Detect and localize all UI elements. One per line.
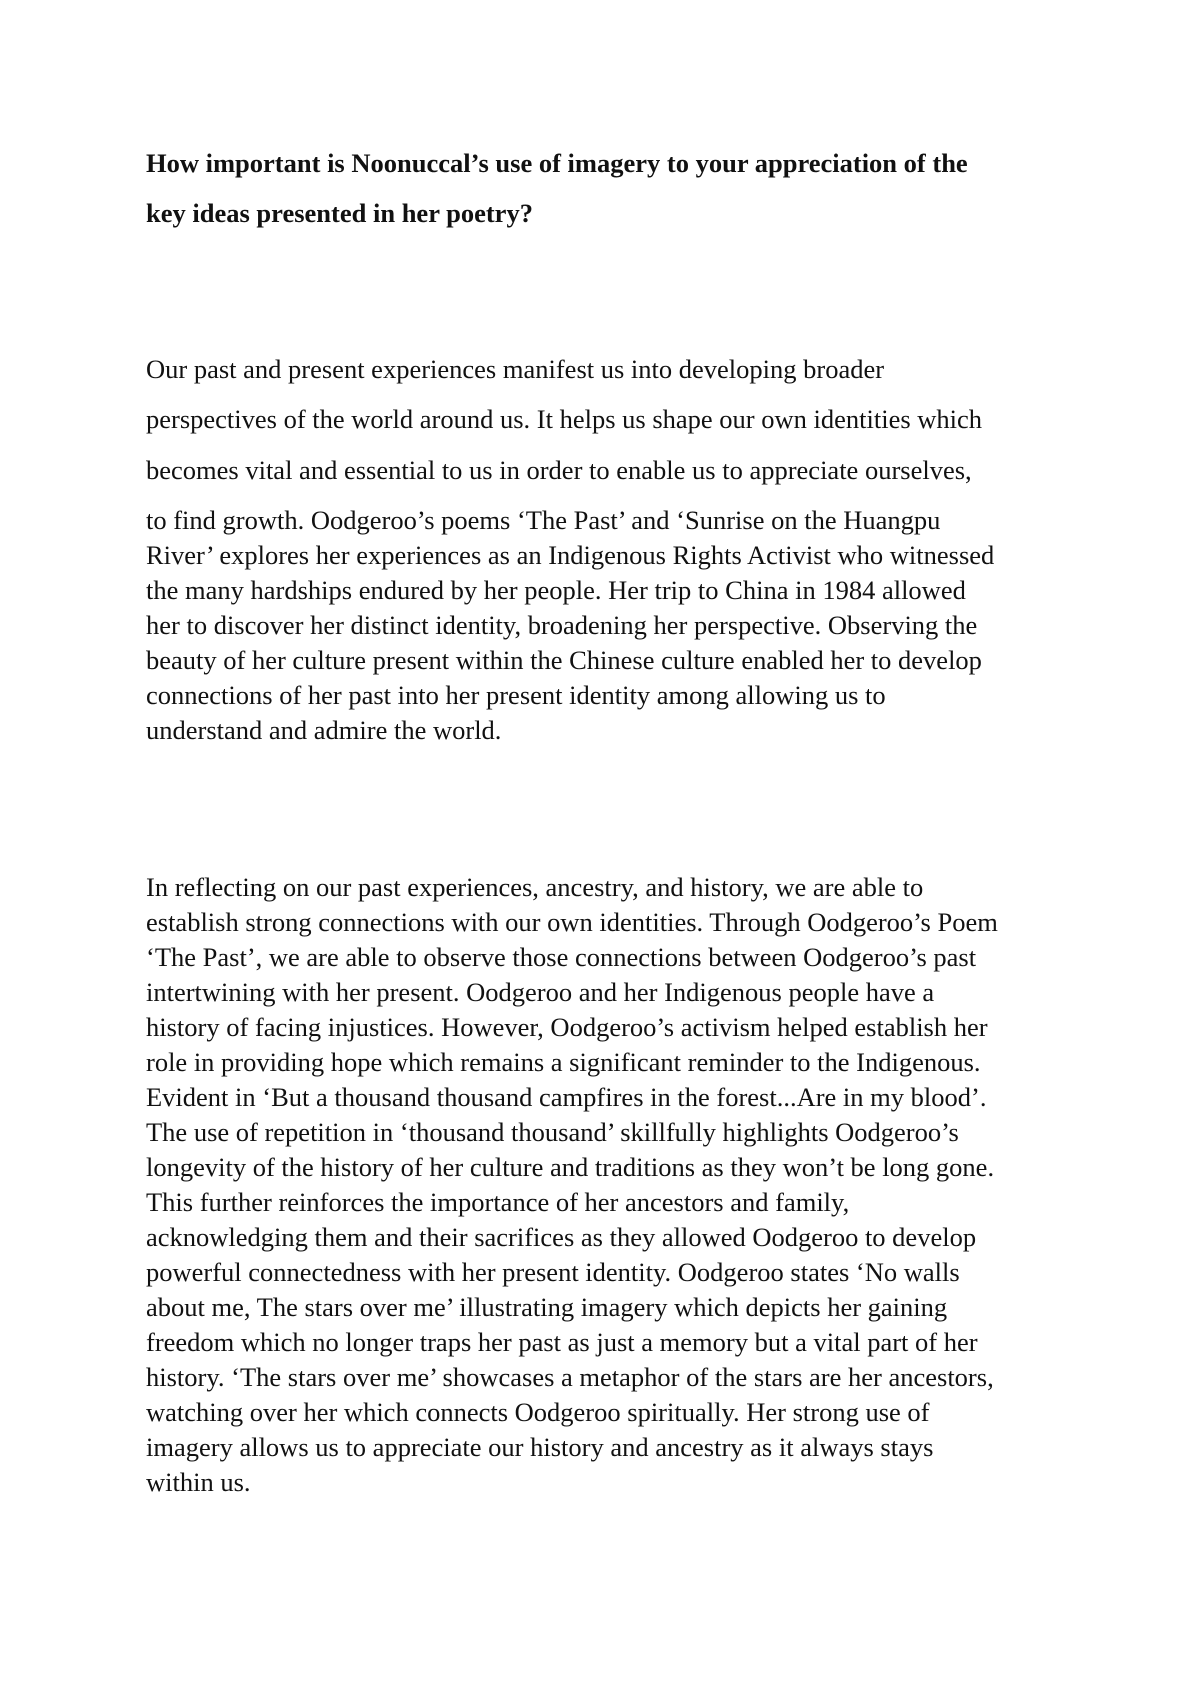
paragraph1-line: becomes vital and essential to us in order to enable us to appreciate ourselves,	[146, 455, 972, 485]
paragraph2-line: about me, The stars over me’ illustrating imagery which depicts her gaining	[146, 1292, 948, 1322]
essay-title-line-1: How important is Noonuccal’s use of imagery to your appreciation of the	[146, 148, 968, 178]
paragraph2-line: acknowledging them and their sacrifices as they allowed Oodgeroo to develop	[146, 1222, 977, 1252]
paragraph2-line: ‘The Past’, we are able to observe those connections between Oodgeroo’s past	[146, 942, 977, 972]
paragraph2-line: establish strong connections with our own identities. Through Oodgeroo’s Poem	[146, 907, 998, 937]
paragraph1-line: River’ explores her experiences as an Indigenous Rights Activist who witnessed	[146, 540, 995, 570]
paragraph1-line: beauty of her culture present within the Chinese culture enabled her to develop	[146, 645, 982, 675]
paragraph1-line: the many hardships endured by her people. Her trip to China in 1984 allowed	[146, 575, 966, 605]
paragraph2-line: imagery allows us to appreciate our history and ancestry as it always stays	[146, 1432, 934, 1462]
paragraph2-line: freedom which no longer traps her past as just a memory but a vital part of her	[146, 1327, 978, 1357]
paragraph2-line: This further reinforces the importance of her ancestors and family,	[146, 1187, 850, 1217]
paragraph2-line: within us.	[146, 1467, 251, 1497]
paragraph2-line: history of facing injustices. However, Oodgeroo’s activism helped establish her	[146, 1012, 988, 1042]
paragraph1-line: to find growth. Oodgeroo’s poems ‘The Past’ and ‘Sunrise on the Huangpu	[146, 505, 941, 535]
paragraph2-line: Evident in ‘But a thousand thousand campfires in the forest...Are in my blood’.	[146, 1082, 987, 1112]
paragraph2-line: role in providing hope which remains a significant reminder to the Indigenous.	[146, 1047, 981, 1077]
paragraph1-line: understand and admire the world.	[146, 715, 502, 745]
paragraph2-line: longevity of the history of her culture and traditions as they won’t be long gone.	[146, 1152, 995, 1182]
essay-title-line-2: key ideas presented in her poetry?	[146, 198, 533, 228]
paragraph1-line: Our past and present experiences manifest us into developing broader	[146, 354, 885, 384]
paragraph2-line: watching over her which connects Oodgeroo spiritually. Her strong use of	[146, 1397, 930, 1427]
paragraph2-line: powerful connectedness with her present identity. Oodgeroo states ‘No walls	[146, 1257, 960, 1287]
paragraph2-line: intertwining with her present. Oodgeroo and her Indigenous people have a	[146, 977, 935, 1007]
paragraph1-line: connections of her past into her present identity among allowing us to	[146, 680, 886, 710]
paragraph2-line: history. ‘The stars over me’ showcases a metaphor of the stars are her ancestors,	[146, 1362, 994, 1392]
paragraph2-line: In reflecting on our past experiences, ancestry, and history, we are able to	[146, 872, 924, 902]
paragraph1-line: her to discover her distinct identity, broadening her perspective. Observing the	[146, 610, 978, 640]
paragraph1-line: perspectives of the world around us. It helps us shape our own identities which	[146, 404, 983, 434]
paragraph2-line: The use of repetition in ‘thousand thousand’ skillfully highlights Oodgeroo’s	[146, 1117, 959, 1147]
